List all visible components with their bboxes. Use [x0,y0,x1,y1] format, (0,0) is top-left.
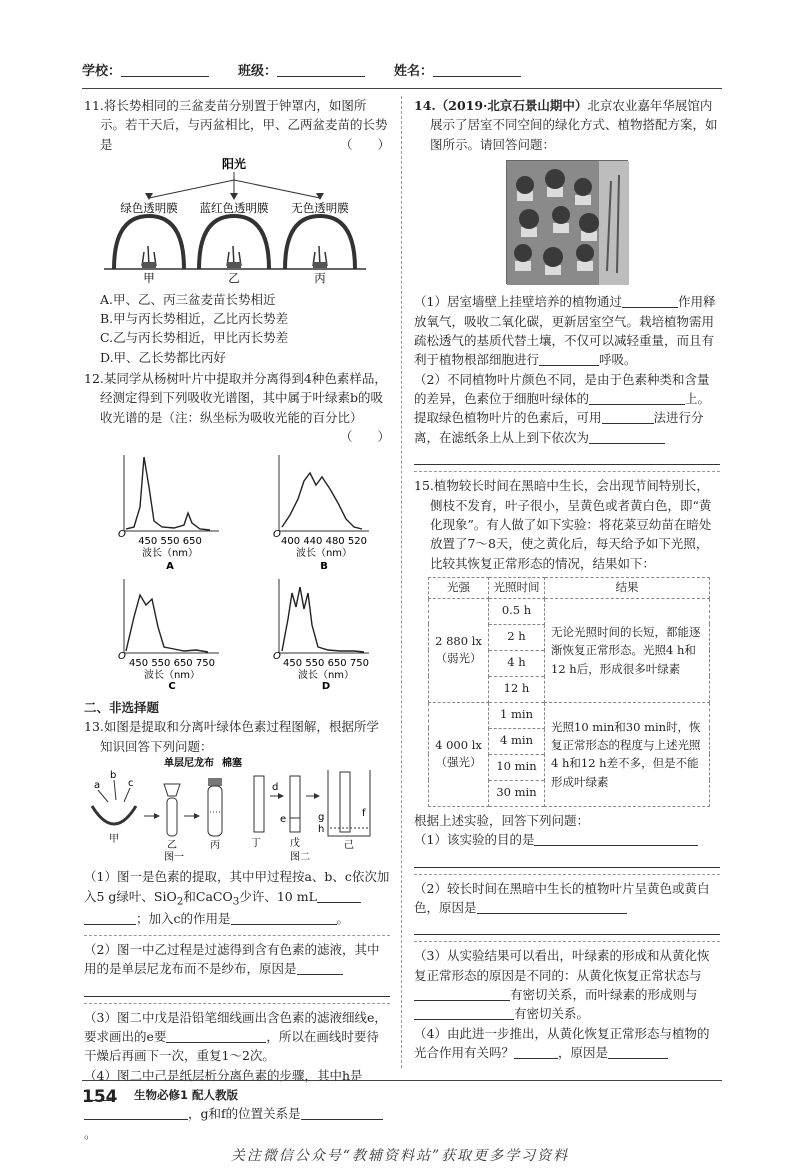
fig1-label: 图一 [164,852,184,863]
name-field: 姓名： [394,62,521,82]
nylon-cloth-label: 单层尼龙布 [164,758,214,769]
q15-stem: 15.植物较长时间在黑暗中生长，会出现节间特别长，侧枝不发育，叶子很小，呈黄色或者黄白色，即“黄化现象”。有人做了如下实验：将花菜豆幼苗在暗处放置了7～8天，使之黄化后，每天给予如下光照，比较其恢复正常形态的情况，结果如下： [414,478,712,571]
cell-time: 12 h [489,676,545,702]
th-result: 结果 [545,578,710,599]
column-divider [401,96,402,1068]
q14-blank-5[interactable] [589,431,665,444]
vessel-ji: 己 [344,840,354,851]
pot-label-jia: 甲 [143,271,155,286]
test-tube-yi [167,798,177,836]
divider [414,941,720,942]
chart-label-c: C [168,680,176,692]
letter-g: g [318,812,325,823]
q15-blank-3[interactable] [414,988,510,1001]
q13-part1: （1）图一是色素的提取，其中甲过程按a、b、c依次加入5 g绿叶、SiO$_2$和CaCO$_3$少许、10 mL ；加入c的作用是 。 [84,869,390,927]
chart-label-a: A [166,560,174,572]
vessel-wu: 戊 [290,838,300,849]
q13-part2: （2）图一中乙过程是过滤得到含有色素的滤液，其中用的是单层尼龙布而不是纱布，原因是 [84,941,380,977]
divider [84,1003,390,1004]
q13-blank-2[interactable] [84,912,136,925]
bell-jar-bing [285,216,355,269]
q15-blank-1[interactable] [534,833,698,846]
xlabel-a: 波长（nm） [141,547,199,559]
q14-stem: 14.（2019·北京石景山期中）北京农业嘉年华展馆内展示了居室不同空间的绿化方式、植物搭配方案，如图所示。请回答问题： [414,98,718,152]
cell-time: 4 h [489,650,545,676]
bluered-film-label: 蓝红色透明膜 [199,201,269,216]
class-blank[interactable] [277,62,365,77]
q15-blank-4[interactable] [414,1007,514,1020]
q15-part2: （2）较长时间在黑暗中生长的植物叶片呈黄色或黄白色，原因是 [414,880,710,915]
bell-jar-jia [114,216,184,269]
paper-strip-ding [254,776,264,832]
q11-option-c[interactable]: C.乙与丙长势相近，甲比丙长势差 [100,330,289,346]
cell-intensity-weak: 2 880 lx （弱光） [429,598,489,702]
origin-label-c: O [118,650,126,662]
paper-strip-wu [290,776,300,832]
paper-strip-ji [340,772,350,832]
spectrum-curve-b [282,473,362,529]
xlabel-b: 波长（nm） [295,547,353,559]
th-intensity: 光强 [429,578,489,599]
q11-option-a[interactable]: A.甲、乙、丙三盆麦苗长势相近 [100,291,276,307]
pot-label-yi: 乙 [228,271,240,286]
spectrum-curve-a [126,457,210,530]
letter-a: a [94,780,101,791]
cotton-plug-label: 棉塞 [222,758,242,769]
clear-film-label: 无色透明膜 [291,201,349,216]
class-field: 班级： [238,62,365,82]
ticks-a: 450 550 650 [138,535,202,547]
q14-part1: （1）居室墙壁上挂壁培养的植物通过 作用释放氧气，吸收二氧化碳，更新居室空气。栽培植物需用疏松透气的基质代替土壤，不仅可以减轻重量，而且有利于植物根部细胞进行 呼吸。 [414,294,716,368]
cell-time: 0.5 h [489,598,545,624]
cell-time: 4 min [489,728,545,754]
letter-e: e [280,814,287,825]
spectrum-curve-c [126,595,208,652]
xlabel-d: 波长（nm） [297,669,355,681]
letter-d: d [272,782,279,793]
q15-blank-5[interactable] [514,1046,558,1059]
q13-blank-4[interactable] [297,962,343,975]
fig2-label: 图二 [290,852,310,863]
q15-part4: （4）由此进一步推出，从黄化恢复正常形态与植物的光合作用有关吗？ ，原因是 [414,1025,710,1061]
q14-blank-1[interactable] [622,295,678,308]
q15-answer-line-4[interactable] [414,1065,720,1081]
spectrum-chart-b[interactable] [273,455,369,572]
beaker-ji [328,770,370,836]
sun-label: 阳光 [221,157,247,172]
vessel-bing: 丙 [210,840,220,851]
watermark-text: 关注微信公众号“教辅资料站”获取更多学习资料 [230,1148,570,1164]
q11-bell-jar-figure [84,154,384,284]
ticks-b: 400 440 480 520 [281,535,367,547]
school-blank[interactable] [121,62,209,77]
cell-result-weak: 无论光照时间的长短，都能逐渐恢复正常形态。光照4 h和12 h后，形成很多叶绿素 [545,598,710,702]
book-title: 生物必修1 配人教版 [134,1088,239,1102]
divider [414,471,720,472]
cell-intensity-strong: 4 000 lx （强光） [429,702,489,806]
q12-absorption-spectra[interactable] [84,447,384,692]
q12-stem: 12.某同学从杨树叶片中提取并分离得到4种色素样品，经测定得到下列吸收光谱图，其中属于叶绿素b的吸收光谱的是（注：纵坐标为吸收光能的百分比） （ ） [84,369,390,427]
letter-h: h [318,824,325,835]
plant-wall-image [507,161,629,285]
q11-option-b[interactable]: B.甲与丙长势相近，乙比丙长势差 [100,310,289,326]
origin-label-d: O [273,650,281,662]
spectrum-chart-c[interactable] [118,579,219,692]
q14-part2: （2）不同植物叶片颜色不同，是由于色素种类和含量的差异，色素位于细胞叶绿体的 上。提取绿色植物叶片的色素后，可用 法进行分离，在滤纸条上从上到下依次为 [414,371,711,445]
q15-experiment-table [428,577,710,807]
q13-blank-8[interactable] [301,1107,383,1120]
q13-blank-3[interactable] [231,912,337,925]
cell-time: 1 min [489,702,545,728]
table-header-row [429,578,710,599]
divider [84,935,390,936]
q13-stem: 13.如图是提取和分离叶绿体色素过程图解，根据所学知识回答下列问题： [84,719,379,754]
chart-label-b: B [320,560,328,572]
q14-blank-4[interactable] [602,411,654,424]
xlabel-c: 波长（nm） [143,669,201,681]
ticks-d: 450 550 650 750 [283,657,369,669]
q15-blank-6[interactable] [608,1046,668,1059]
chart-label-d: D [321,680,331,692]
footer-rule [82,1080,722,1081]
test-tube-bing [208,786,222,836]
th-duration: 光照时间 [489,578,545,599]
q12-answer-paren[interactable]: （ ） [339,429,390,445]
cell-time: 30 min [489,780,545,806]
header-rule [82,88,722,89]
q13-blank-5[interactable] [166,1030,266,1043]
q13-pigment-figure [84,756,384,863]
left-column [84,96,390,1143]
cotton-plug-icon [208,778,222,786]
vessel-yi: 乙 [167,840,177,851]
q15-part3: （3）从实验结果可以看出，叶绿素的形成和从黄化恢复正常形态的原因是不同的：从黄化恢复正常状态与有密切关系，而叶绿素的形成则与有密切关系。 [414,948,710,1022]
letter-c: c [128,778,134,789]
page-header [82,62,722,86]
spectrum-curve-d [282,587,364,652]
mortar-icon [92,806,136,824]
page-footer [82,1084,722,1108]
letter-f: f [362,808,366,819]
q13-part3: （3）图二中戊是沿铅笔细线画出含色素的滤液细线e，要求画出的e要 ，所以在画线时要待干燥后再画下一次，重复1～2次。 [84,1009,387,1064]
bell-jar-yi [199,216,269,269]
q13-answer-line-2[interactable] [84,981,390,997]
q14-answer-line[interactable] [414,449,720,465]
cell-time: 2 h [489,624,545,650]
right-column [414,96,720,1085]
cell-result-strong: 光照10 min和30 min时，恢复正常形态的程度与上述光照4 h和12 h差不多，但是不能形成叶绿素 [545,702,710,806]
ticks-c: 450 550 650 750 [129,657,215,669]
page-number: 154 [82,1087,118,1107]
pot-label-bing: 丙 [314,271,326,286]
q13-part4: （4）图二中己是纸层析分离色素的步骤，其中h是 ，g和f的位置关系是。 [84,1066,390,1144]
q15-intro: 根据上述实验，回答下列问题： [414,812,590,828]
vessel-jia: 甲 [109,834,119,845]
q13-blank-1[interactable] [317,890,361,903]
q11-option-d[interactable]: D.甲、乙长势都比丙好 [100,349,227,365]
cell-time: 10 min [489,754,545,780]
letter-b: b [110,770,117,781]
spectrum-chart-d[interactable] [273,579,369,692]
q15-answer-line-1[interactable] [414,852,720,868]
section-nonchoice-title: 二、非选择题 [84,699,160,715]
funnel-icon [164,784,180,796]
q15-blank-2[interactable] [477,901,627,914]
spectrum-chart-a[interactable] [118,455,219,572]
table-row [429,598,710,624]
origin-label-b: O [273,528,281,540]
name-blank[interactable] [433,62,521,77]
q11-stem: 11.将长势相同的三盆麦苗分别置于钟罩内，如图所示。若干天后，与丙盆相比，甲、乙两盆麦苗的长势是 （ ） [84,96,390,154]
school-field: 学校： [82,62,209,82]
vessel-ding: 丁 [251,838,261,849]
table-row [429,702,710,728]
q15-part1: （1）该实验的目的是 [414,830,720,849]
q11-answer-paren[interactable]: （ ） [339,136,390,152]
divider [414,874,720,875]
q14-blank-2[interactable] [539,353,599,366]
q15-answer-line-2[interactable] [414,919,720,935]
plant-wall-photo [506,160,628,284]
green-film-label: 绿色透明膜 [120,201,178,216]
q14-blank-3[interactable] [589,392,685,405]
origin-label-a: O [118,528,126,540]
